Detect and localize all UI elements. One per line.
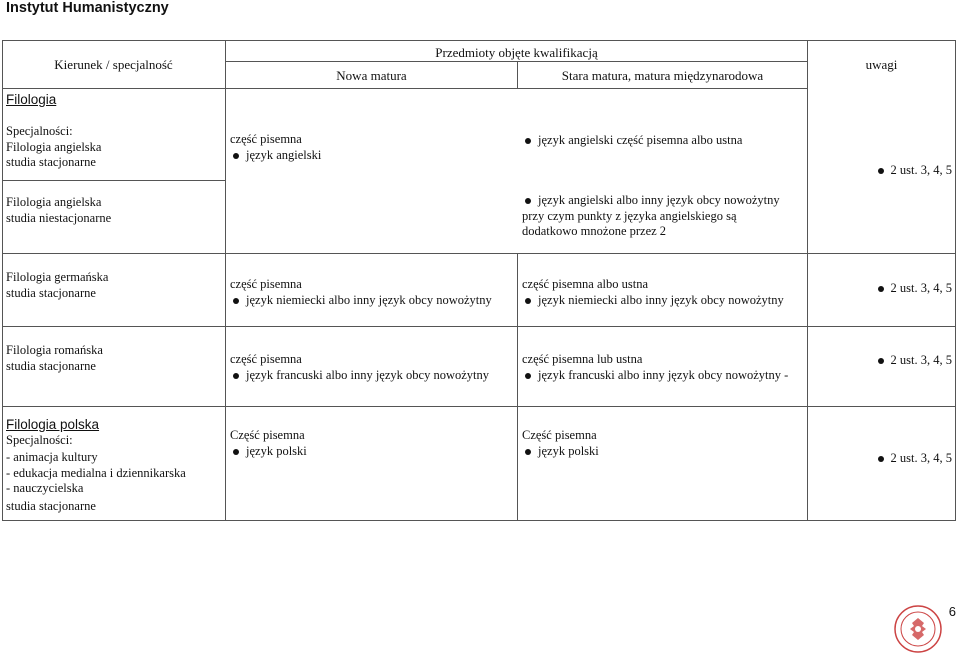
kierunek-name: Filologia angielska (6, 139, 102, 154)
document-title: Instytut Humanistyczny (6, 0, 169, 16)
row-angielska-stacjonarne-kierunek (6, 124, 221, 171)
exam-part: część pisemna (230, 277, 302, 291)
subject-bullet: język francuski albo inny język obcy nowożytny (230, 368, 515, 384)
subject-bullet: język niemiecki albo inny język obcy nowożytny (230, 293, 515, 309)
table-border-top (2, 40, 956, 41)
row-germanska-nowa-matura (230, 277, 515, 308)
row-polska-stara-matura (522, 428, 806, 459)
subject-bullet: język francuski albo inny język obcy nowożytny - (522, 368, 806, 384)
header-stara-matura: Stara matura, matura międzynarodowa (561, 68, 764, 83)
row-angielska-nowa-matura (230, 132, 515, 163)
kierunek-name: Filologia romańska (6, 343, 103, 357)
exam-part: część pisemna (230, 352, 302, 366)
note-bullet: 2 ust. 3, 4, 5 (875, 353, 952, 369)
study-mode: studia stacjonarne (6, 285, 96, 300)
row-angielska-niestacjonarne-stara-matura (522, 193, 806, 240)
specjalnosci-label: Specjalności: (6, 124, 73, 138)
table-border-left (2, 40, 3, 521)
specialization-item: - nauczycielska (6, 481, 84, 495)
kierunek-name: Filologia germańska (6, 270, 109, 284)
row-romanska-kierunek (6, 343, 221, 374)
row-divider (2, 88, 808, 89)
specialization-item: - edukacja medialna i dziennikarska (6, 465, 186, 480)
subject-note-line: dodatkowo mnożone przez 2 (522, 224, 667, 238)
study-mode: studia stacjonarne (6, 498, 96, 513)
subject-bullet: język angielski albo inny język obcy nowożytny (522, 193, 806, 209)
row-romanska-uwagi (812, 353, 956, 369)
subject-bullet: język angielski (230, 148, 515, 164)
exam-part: Część pisemna (230, 428, 305, 442)
kierunek-name: Filologia angielska (6, 195, 102, 209)
row-angielska-niestacjonarne-kierunek (6, 195, 221, 226)
row-angielska-uwagi (812, 163, 956, 179)
subject-bullet: język polski (230, 444, 515, 460)
exam-part: część pisemna albo ustna (522, 277, 648, 291)
note-bullet: 2 ust. 3, 4, 5 (875, 163, 952, 179)
page-number: 6 (948, 604, 956, 619)
column-divider (807, 40, 808, 521)
exam-part: część pisemna lub ustna (522, 352, 643, 366)
study-mode: studia stacjonarne (6, 155, 96, 169)
row-polska-kierunek (6, 417, 221, 514)
subject-bullet: język niemiecki albo inny język obcy nowożytny (522, 293, 806, 309)
row-angielska-stara-matura (522, 133, 806, 149)
row-divider (2, 180, 226, 181)
row-germanska-kierunek (6, 270, 221, 301)
header-przedmioty: Przedmioty objęte kwalifikacją (435, 45, 598, 60)
row-divider (2, 406, 956, 407)
subject-note-line: przy czym punkty z języka angielskiego są (522, 208, 737, 223)
row-germanska-uwagi (812, 281, 956, 297)
section-heading-filologia-polska: Filologia polska (6, 417, 100, 432)
subject-bullet: język polski (522, 444, 806, 460)
row-divider (2, 326, 956, 327)
row-polska-nowa-matura (230, 428, 515, 459)
note-bullet: 2 ust. 3, 4, 5 (875, 281, 952, 297)
row-polska-uwagi (812, 451, 956, 467)
specjalnosci-label: Specjalności: (6, 432, 73, 447)
exam-part: Część pisemna (522, 428, 597, 442)
specialization-item: - animacja kultury (6, 450, 98, 464)
row-romanska-nowa-matura (230, 352, 515, 383)
row-divider (226, 61, 808, 62)
column-divider (517, 253, 518, 521)
university-seal-icon (893, 604, 943, 654)
qualification-table (2, 40, 956, 521)
note-bullet: 2 ust. 3, 4, 5 (875, 451, 952, 467)
section-heading-filologia: Filologia (6, 92, 57, 107)
subject-bullet: język angielski część pisemna albo ustna (522, 133, 806, 149)
table-border-bottom (2, 520, 956, 521)
row-germanska-stara-matura (522, 277, 806, 308)
exam-part: część pisemna (230, 132, 302, 146)
row-divider (2, 253, 956, 254)
header-uwagi: uwagi (865, 57, 898, 72)
study-mode: studia stacjonarne (6, 358, 96, 373)
column-divider (225, 40, 226, 521)
header-nowa-matura: Nowa matura (336, 68, 407, 83)
row-romanska-stara-matura (522, 352, 806, 383)
header-kierunek: Kierunek / specjalność (54, 57, 173, 72)
study-mode: studia niestacjonarne (6, 210, 112, 225)
